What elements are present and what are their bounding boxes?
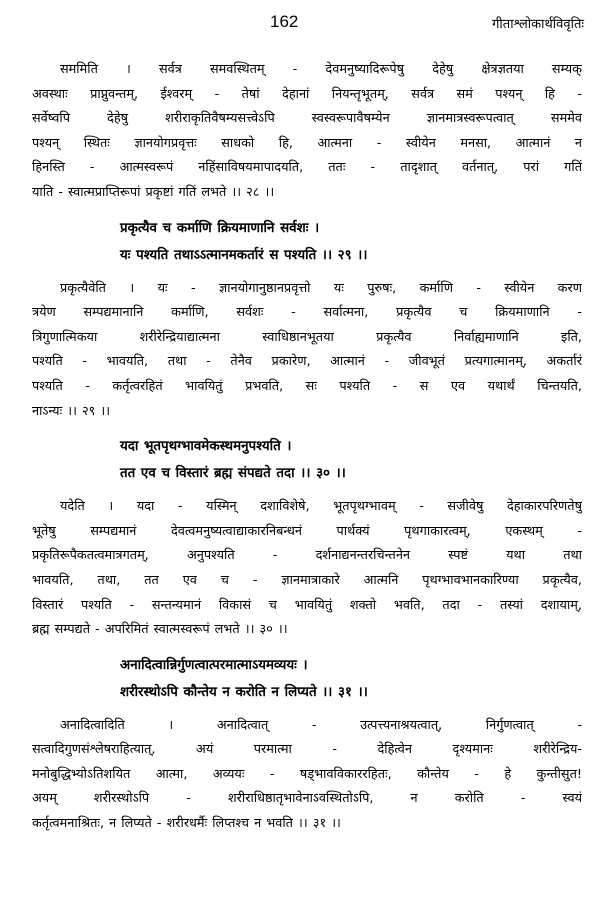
text-line: यदेति । यदा - यस्मिन् दशाविशेषे, भूतपृथग्भावम् - सजीवेषु देहाकारपरिणतेषु (60, 499, 582, 515)
text-line: अयम् शरीरस्थोऽपि - शरीराधिष्ठातृभावेनाऽवस्थितोऽपि, न करोति - स्वयं (32, 791, 582, 807)
text-line: पश्यन् स्थितः ज्ञानयोगप्रवृत्तः साधको हि, आत्मना - स्वीयेन मनसा, आत्मानं न (32, 135, 582, 151)
text-line: प्रकृतिरूपैकतत्वमात्रगतम्, अनुपश्यति - दर्शनाद्यनन्तरचिन्तनेन स्पष्टं यथा तथा (32, 548, 582, 564)
text-line: मनोबुद्धिभ्योऽतिशयित आत्मा, अव्ययः - षड्भावविकाररहितः, कौन्तेय - हे कुन्तीसुत! (32, 766, 582, 782)
commentary-paragraph-29 (32, 277, 582, 425)
text-line: सममिति । सर्वत्र समवस्थितम् - देवमनुष्यादिरूपेषु देहेषु क्षेत्रज्ञतया सम्यक् (60, 62, 582, 77)
text-line: नाऽन्यः ।। २९ ।। (32, 403, 111, 419)
page-header (0, 12, 600, 36)
running-head: गीताश्लोकार्थविवृतिः (492, 17, 584, 32)
commentary-paragraph-30 (32, 495, 582, 643)
text-line: सर्वेष्वपि देहेषु शरीराकृतिवैषम्यसत्त्वेऽपि स्वस्वरूपावैषम्येन ज्ञानमात्रस्वरूपत्वात् सममेव (32, 111, 582, 127)
verse-line: तत एव च विस्तारं ब्रह्म संपद्यते तदा ।। ३० ।। (120, 466, 346, 482)
page-number: 162 (270, 12, 299, 31)
text-line: भावयति, तथा, तत एव च - ज्ञानमात्राकारे आत्मनि पृथग्भावभानकारिण्या प्रकृत्यैव, (32, 572, 582, 588)
text-line: पश्यति - भावयति, तथा - तेनैव प्रकारेण, आत्मानं - जीवभूतं प्रत्यगात्मानम्, अकर्तारं (32, 354, 582, 370)
text-line: विस्तारं पश्यति - सन्तन्यमानं विकासं च भावयितुं शक्तो भवति, तदा - तस्यां दशायाम्, (32, 597, 582, 613)
text-line: कर्तृत्वमनाश्रितः, न लिप्यते - शरीरधर्मैः लिप्तश्च न भवति ।। ३१ ।। (32, 816, 341, 832)
verse-line: प्रकृत्यैव च कर्माणि क्रियमाणानि सर्वशः । (120, 220, 320, 236)
commentary-paragraph-31 (32, 714, 582, 837)
text-line: प्रकृत्यैवेति । यः - ज्ञानयोगानुष्ठानप्रवृत्तो यः पुरुषः, कर्माणि - स्वीयेन करण (60, 280, 582, 296)
text-line: हिनस्ति - आत्मस्वरूपं नहिंसाविषयमापादयति, ततः - तादृशात् वर्तनात्, परां गतिं (32, 160, 582, 176)
commentary-paragraph-28 (32, 58, 582, 206)
text-line: त्रयेण सम्पद्यमानानि कर्माणि, सर्वशः - सर्वात्मना, प्रकृत्यैव च क्रियमाणानि - (32, 305, 582, 321)
verse-line: शरीरस्थोऽपि कौन्तेय न करोति न लिप्यते ।। ३१ ।। (120, 684, 368, 700)
text-line: भूतेषु सम्पद्यमानं देवत्वमनुष्यत्वाद्याकारनिबन्धनं पार्थक्यं पृथगाकारत्वम्, एकस्थम् - (32, 523, 582, 539)
text-line: याति - स्वात्मप्राप्तिरूपां प्रकृष्टां गतिं लभते ।। २८ ।। (32, 184, 275, 200)
text-line: पश्यति - कर्तृत्वरहितं भावयितुं प्रभवति, सः पश्यति - स एव यथार्थं चिन्तयति, (32, 378, 582, 394)
text-line: ब्रह्म सम्पद्यते - अपरिमितं स्वात्मस्वरूपं लभते ।। ३० ।। (32, 622, 288, 638)
verse-29 (32, 215, 582, 269)
page-content (32, 58, 582, 846)
text-line: अनादित्वादिति । अनादित्वात् - उत्पत्त्यनाश्रयत्वात्, निर्गुणत्वात् - (60, 717, 582, 733)
text-line: अवस्थाः प्राप्नुवन्तम्, ईश्वरम् - तेषां देहानां नियन्तृभूतम्, सर्वत्र समं पश्यन् हि - (32, 86, 582, 102)
text-line: त्रिगुणात्मिकया शरीरेन्द्रियाद्यात्मना स्वाधिष्ठानभूतया प्रकृत्यैव निर्वाह्यमाणानि इति, (32, 329, 582, 345)
verse-30 (32, 433, 582, 487)
text-line: सत्वादिगुणसंश्लेषराहित्यात्, अयं परमात्मा - देहित्वेन दृश्यमानः शरीरेन्द्रिय- (32, 742, 582, 758)
verse-line: अनादित्वान्निर्गुणत्वात्परमात्माऽयमव्ययः । (120, 657, 308, 673)
verse-line: यः पश्यति तथाऽऽत्मानमकर्तारं स पश्यति ।। २९ ।। (120, 247, 368, 263)
verse-31 (32, 652, 582, 706)
verse-line: यदा भूतपृथग्भावमेकस्थमनुपश्यति । (120, 439, 292, 455)
